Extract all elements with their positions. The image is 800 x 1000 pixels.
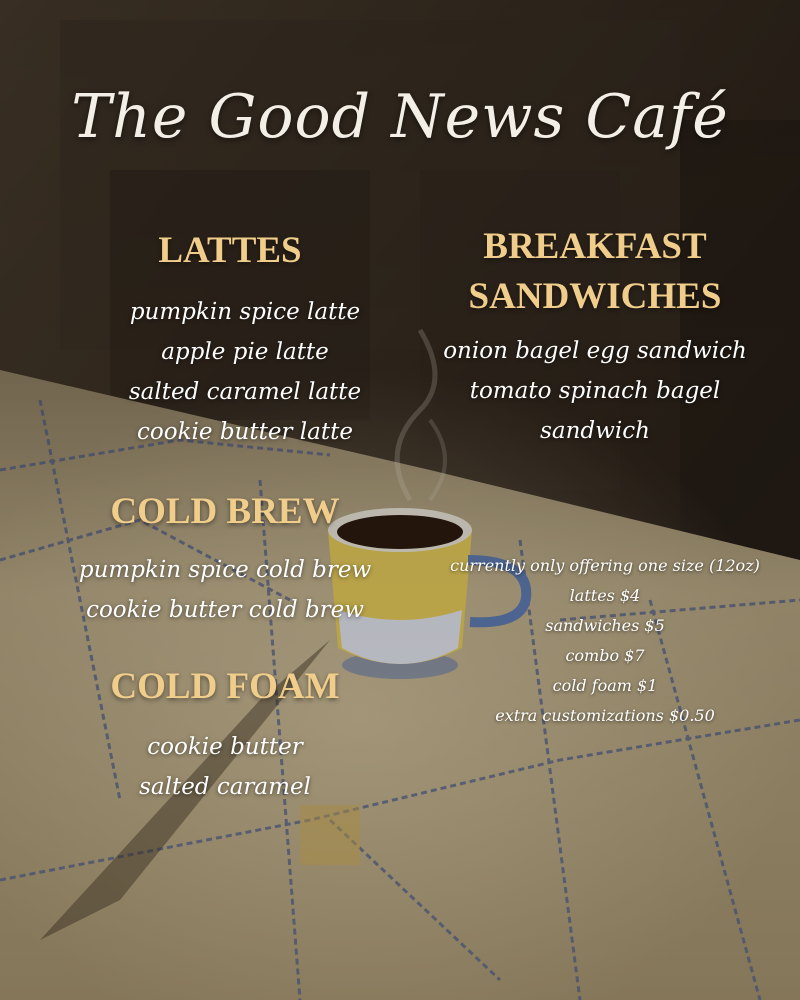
lattes-heading: LATTES bbox=[158, 230, 302, 271]
breakfast-heading bbox=[430, 222, 760, 322]
pricing-line: sandwiches $5 bbox=[545, 616, 665, 635]
cold-brew-heading: COLD BREW bbox=[110, 491, 340, 532]
pricing-info bbox=[420, 551, 790, 731]
list-item: onion bagel egg sandwich bbox=[443, 338, 747, 364]
list-item: apple pie latte bbox=[161, 339, 329, 365]
cafe-title: The Good News Café bbox=[71, 82, 729, 152]
cold-brew-list bbox=[35, 550, 415, 630]
list-item: sandwich bbox=[540, 418, 650, 444]
pricing-line: lattes $4 bbox=[569, 586, 641, 605]
list-item: cookie butter bbox=[147, 734, 303, 760]
list-item: salted caramel bbox=[139, 774, 311, 800]
pricing-line: currently only offering one size (12oz) bbox=[450, 556, 760, 575]
list-item: cookie butter latte bbox=[137, 419, 353, 445]
lattes-list bbox=[75, 292, 415, 452]
list-item: salted caramel latte bbox=[128, 379, 362, 405]
list-item: tomato spinach bagel bbox=[469, 378, 721, 404]
pricing-line: cold foam $1 bbox=[552, 676, 658, 695]
cold-foam-list bbox=[80, 727, 370, 807]
list-item: cookie butter cold brew bbox=[86, 597, 364, 623]
cold-foam-heading: COLD FOAM bbox=[110, 666, 340, 707]
pricing-line: extra customizations $0.50 bbox=[495, 706, 715, 725]
breakfast-list bbox=[410, 331, 780, 451]
list-item: pumpkin spice cold brew bbox=[78, 557, 372, 583]
breakfast-heading-line1: BREAKFAST bbox=[483, 226, 707, 267]
pricing-line: combo $7 bbox=[565, 646, 645, 665]
breakfast-heading-line2: SANDWICHES bbox=[468, 276, 722, 317]
list-item: pumpkin spice latte bbox=[129, 299, 361, 325]
